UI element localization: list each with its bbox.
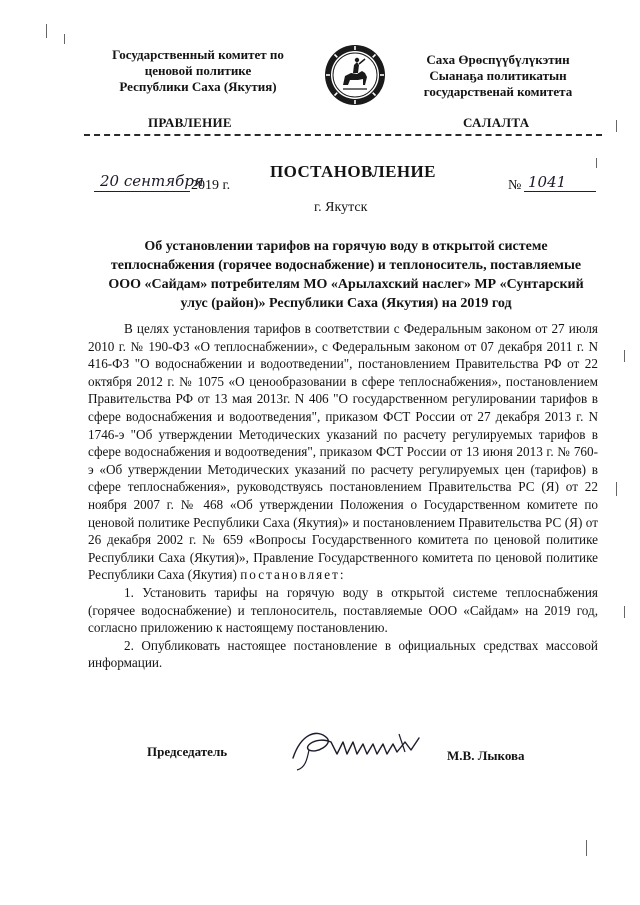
- city: г. Якутск: [314, 200, 368, 215]
- document-subject: Об установлении тарифов на горячую воду в открытой системе теплоснабжения (горячее водоснабжение) и теплоноситель, поставляемые ООО «Сайдам» потребителям МО «Арылахский наслег» МР «Сунтарский улус (район)» Республики Саха (Якутия) на 2019 год: [108, 239, 584, 311]
- header-divider: [84, 134, 602, 136]
- preamble-paragraph: [88, 320, 598, 584]
- handwritten-signature: [287, 724, 437, 774]
- handwritten-date: 20 сентября: [100, 172, 204, 190]
- number-sign: №: [508, 178, 522, 193]
- scan-mark: [596, 158, 597, 168]
- org-name-sakha: [398, 52, 598, 100]
- org-name-line: Сыанаҕа политикатын: [429, 68, 567, 83]
- coat-of-arms-emblem: [323, 43, 387, 107]
- org-name-line: ценовой политике: [144, 63, 252, 78]
- scan-mark: [624, 606, 625, 618]
- scan-mark: [624, 350, 625, 362]
- date-underline: [94, 191, 190, 192]
- preamble-text: В целях установления тарифов в соответствии с Федеральным законом от 27 июля 2010 г. № 190-ФЗ «О теплоснабжении», с Федеральным законом от 07 декабря 2011 г. N 416-ФЗ "О водоснабжении и водоотведении", постановлением Правительства РФ от 22 октября 2012 г. № 1075 «О ценообразовании в сфере теплоснабжения», постановлением Правительства РФ от 13 мая 2013г. N 406 "О государственном регулировании тарифов в сфере водоснабжения и водоотведения", приказом ФСТ России от 27 декабря 2013 г. N 1746-э "Об утверждении Методических указаний по расчету регулируемых тарифов в сфере водоснабжения и водоотведения", приказом ФСТ России от 13 июня 2013 г. № 760-э «Об утверждении Методических указаний по расчету регулируемых цен (тарифов) в сфере теплоснабжения», руководствуясь постановлением Правительства РС (Я) от 22 ноября 2007 г. № 468 «Об утверждении Положения о Государственном комитете по ценовой политике Республики Саха (Якутия)» и постановлением Правительства РС (Я) от 26 декабря 2002 г. № 659 «Вопросы Государственного комитета по ценовой политике Республики Саха (Якутия)», Правление Государственного комитета по ценовой политике Республики Саха (Якутия): [88, 321, 598, 583]
- date-year: 2019 г.: [191, 178, 231, 193]
- number-underline: [524, 191, 596, 192]
- board-label-russian: ПРАВЛЕНИЕ: [148, 115, 232, 130]
- org-name-line: Саха Өрөспүүбүлүкэтин: [426, 52, 570, 67]
- org-name-line: Государственный комитет по: [112, 47, 284, 62]
- scan-mark: [616, 120, 617, 132]
- board-label-sakha: САЛАЛТА: [463, 115, 530, 130]
- scan-mark: [586, 840, 587, 856]
- scan-mark: [46, 24, 47, 38]
- date-number-row: [88, 172, 608, 202]
- document-body: [88, 320, 598, 672]
- scan-mark: [64, 34, 65, 44]
- handwritten-number: 1041: [528, 173, 567, 191]
- org-name-line: государственай комитета: [423, 84, 573, 99]
- signatory-name: М.В. Лыкова: [447, 748, 525, 763]
- scan-mark: [616, 482, 617, 496]
- resolution-item: 2. Опубликовать настоящее постановление в официальных средствах массовой информации.: [88, 637, 598, 671]
- org-name-line: Республики Саха (Якутия): [119, 79, 277, 94]
- signatory-title: Председатель: [147, 744, 228, 759]
- document-type-title: ПОСТАНОВЛЕНИЕ: [270, 162, 436, 181]
- resolution-item: 1. Установить тарифы на горячую воду в открытой системе теплоснабжения (горячее водоснабжение) и теплоноситель, поставляемые ООО «Сайдам» на 2019 год, согласно приложению к настоящему постановлению.: [88, 584, 598, 636]
- org-name-russian: [88, 47, 308, 95]
- resolves-word: постановляет:: [240, 567, 346, 583]
